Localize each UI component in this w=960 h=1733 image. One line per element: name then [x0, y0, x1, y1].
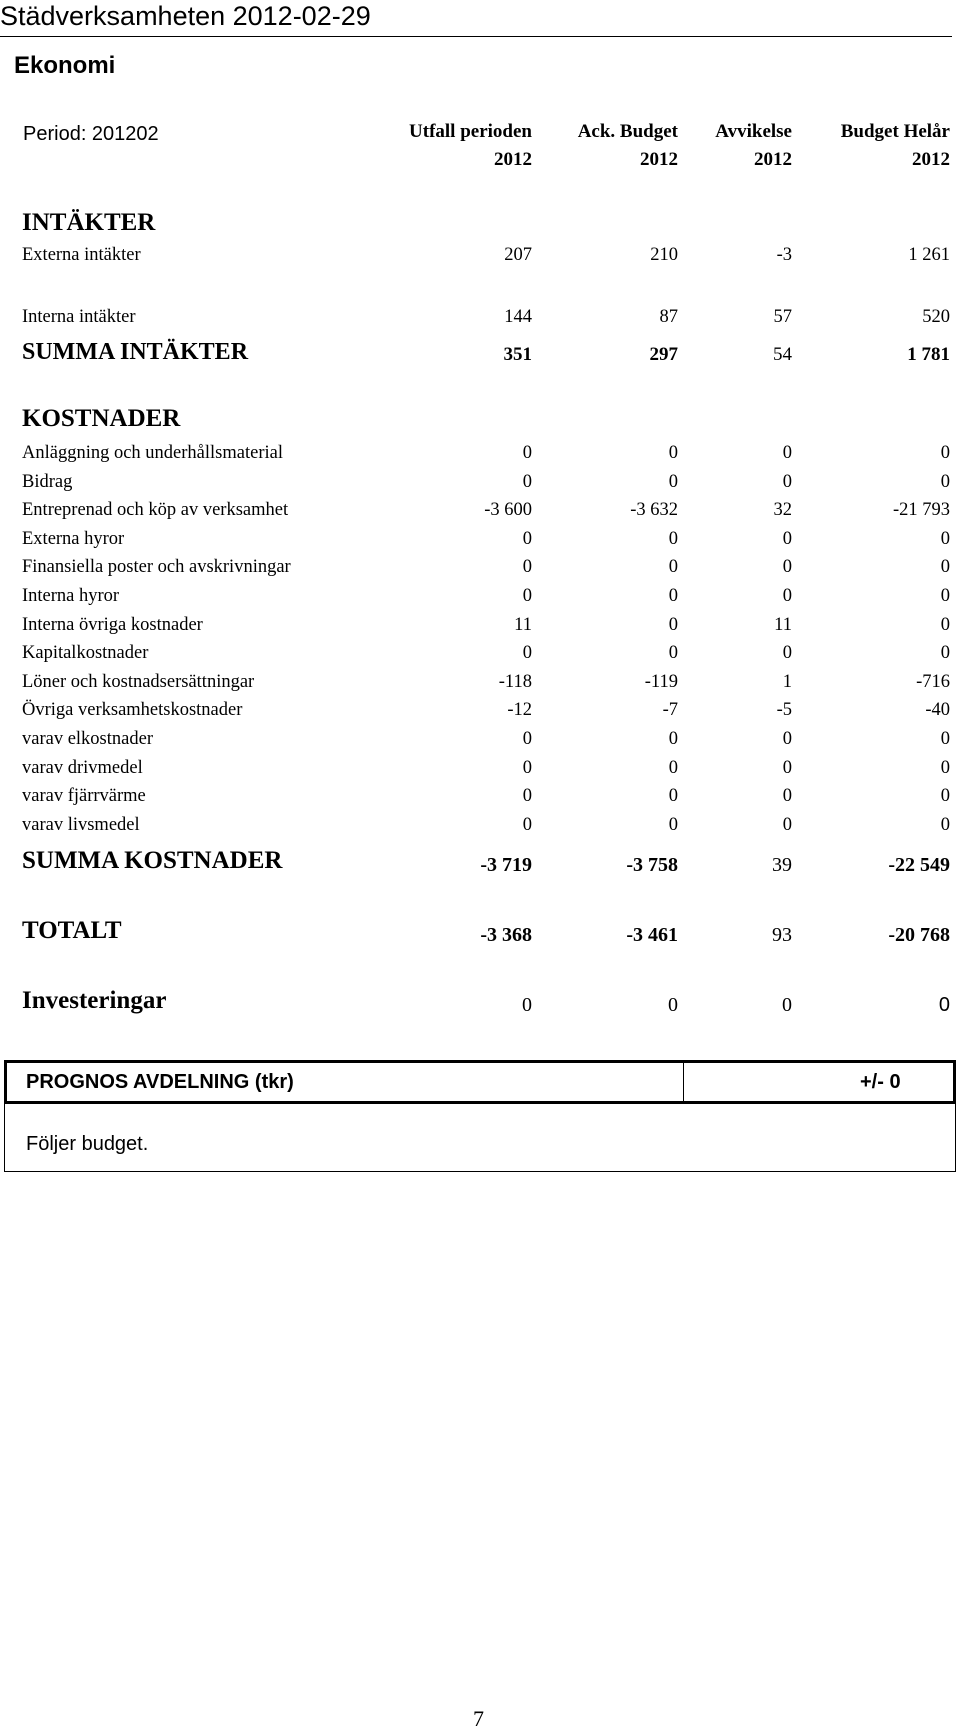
prognos-value: +/- 0	[860, 1071, 901, 1093]
row-value: -716	[916, 672, 950, 692]
row-value: 0	[522, 557, 532, 577]
row-label: TOTALT	[22, 917, 122, 944]
column-header-line2: 2012	[640, 149, 678, 170]
row-value: 0	[940, 758, 950, 778]
document-title: Städverksamheten 2012-02-29	[0, 1, 371, 31]
row-value: 0	[782, 994, 792, 1016]
column-header-line1: Utfall perioden	[409, 121, 532, 142]
column-header-avvikelse	[680, 120, 792, 172]
row-value: 0	[940, 443, 950, 463]
row-value: 0	[782, 586, 792, 606]
row-value: -3 600	[484, 500, 532, 520]
row-value: 351	[503, 344, 532, 365]
row-value: 0	[522, 786, 532, 806]
prognos-label: PROGNOS AVDELNING (tkr)	[26, 1071, 294, 1093]
row-value: 0	[668, 557, 678, 577]
row-value: -119	[644, 672, 678, 692]
row-value: 1 261	[908, 245, 950, 265]
row-label: Externa intäkter	[22, 245, 141, 265]
row-value: 0	[522, 443, 532, 463]
row-label: varav drivmedel	[22, 758, 143, 778]
prognos-comment: Följer budget.	[26, 1133, 149, 1155]
row-value: 57	[773, 307, 792, 327]
row-value: -5	[776, 700, 792, 720]
row-value: -12	[507, 700, 532, 720]
column-header-line2: 2012	[912, 149, 950, 170]
row-value: 144	[504, 307, 532, 327]
row-label: SUMMA KOSTNADER	[22, 847, 283, 874]
row-value: -3 719	[480, 854, 532, 876]
row-value: -20 768	[888, 924, 950, 946]
row-value: -40	[925, 700, 950, 720]
row-value: -3 461	[626, 924, 678, 946]
row-value: 54	[773, 344, 792, 365]
row-value: 0	[782, 758, 792, 778]
row-value: -21 793	[892, 500, 950, 520]
row-value: 0	[668, 472, 678, 492]
row-value: 0	[668, 615, 678, 635]
row-label: Interna hyror	[22, 586, 120, 606]
row-value: 0	[782, 815, 792, 835]
row-label: Övriga verksamhetskostnader	[22, 700, 243, 720]
row-value: 0	[522, 815, 532, 835]
intakter-heading: INTÄKTER	[22, 209, 156, 236]
row-value: 0	[668, 729, 678, 749]
row-value: 1	[782, 672, 792, 692]
row-value: 520	[922, 307, 950, 327]
row-value: 0	[668, 758, 678, 778]
row-value: 0	[940, 472, 950, 492]
row-value: 32	[773, 500, 792, 520]
row-value: -3 632	[630, 500, 678, 520]
row-value: 0	[940, 643, 950, 663]
column-header-utfall	[362, 120, 532, 172]
row-value: 0	[522, 472, 532, 492]
row-value: -3 758	[626, 854, 678, 876]
row-value: 0	[522, 729, 532, 749]
column-header-line2: 2012	[754, 149, 792, 170]
row-label: Interna intäkter	[22, 307, 136, 327]
row-label: Bidrag	[22, 472, 73, 492]
row-value: 0	[668, 994, 678, 1016]
row-value: 0	[522, 586, 532, 606]
row-value: 0	[782, 557, 792, 577]
column-header-line1: Avvikelse	[715, 121, 792, 142]
row-value: 0	[782, 529, 792, 549]
row-label: Interna övriga kostnader	[22, 615, 203, 635]
row-value: 0	[782, 643, 792, 663]
row-label: SUMMA INTÄKTER	[22, 339, 249, 365]
row-value: -7	[662, 700, 678, 720]
title-divider	[0, 36, 952, 37]
row-label: Finansiella poster och avskrivningar	[22, 557, 291, 577]
row-value: 0	[668, 529, 678, 549]
row-value: 0	[522, 643, 532, 663]
row-label: varav livsmedel	[22, 815, 140, 835]
row-label: Löner och kostnadsersättningar	[22, 672, 255, 692]
row-value: 0	[940, 615, 950, 635]
row-value: 0	[668, 586, 678, 606]
row-value: 0	[668, 786, 678, 806]
row-value: 0	[522, 758, 532, 778]
row-value: 1 781	[907, 344, 950, 365]
row-value: 11	[514, 615, 532, 635]
section-title: Ekonomi	[14, 52, 116, 79]
row-value: 0	[522, 529, 532, 549]
kostnader-heading: KOSTNADER	[22, 405, 181, 432]
column-header-line2: 2012	[494, 149, 532, 170]
column-header-line1: Budget Helår	[840, 121, 950, 142]
row-value: 0	[782, 472, 792, 492]
row-value: 0	[782, 786, 792, 806]
prognos-divider	[683, 1062, 684, 1102]
row-value: -22 549	[888, 854, 950, 876]
row-value: 297	[649, 344, 678, 365]
page-number: 7	[473, 1706, 484, 1731]
row-value: -3	[776, 245, 792, 265]
row-value: 207	[504, 245, 532, 265]
row-value: 0	[940, 557, 950, 577]
row-label: varav fjärrvärme	[22, 786, 146, 806]
row-value: 0	[782, 729, 792, 749]
row-label: Anläggning och underhållsmaterial	[22, 443, 283, 463]
column-header-ack-budget	[530, 120, 678, 172]
row-value: 0	[940, 586, 950, 606]
row-value: 11	[774, 615, 792, 635]
row-value: -118	[498, 672, 532, 692]
row-value: 0	[940, 729, 950, 749]
row-label: Kapitalkostnader	[22, 643, 149, 663]
row-value: 93	[772, 924, 792, 946]
row-value: 0	[522, 994, 532, 1016]
row-label: Investeringar	[22, 987, 167, 1014]
row-label: Entreprenad och köp av verksamhet	[22, 500, 289, 520]
row-value: -3 368	[480, 924, 532, 946]
row-value: 0	[940, 529, 950, 549]
row-label: varav elkostnader	[22, 729, 153, 749]
row-value: 210	[650, 245, 678, 265]
row-value: 87	[659, 307, 678, 327]
column-header-budget-helar	[790, 120, 950, 172]
row-value: 0	[940, 815, 950, 835]
row-label: Externa hyror	[22, 529, 125, 549]
row-value: 39	[772, 854, 792, 876]
row-value: 0	[782, 443, 792, 463]
row-value: 0	[668, 643, 678, 663]
row-value: 0	[668, 443, 678, 463]
column-header-line1: Ack. Budget	[577, 121, 678, 142]
row-value: 0	[940, 786, 950, 806]
row-value: 0	[938, 994, 950, 1016]
period-label: Period: 201202	[23, 123, 159, 145]
row-value: 0	[668, 815, 678, 835]
